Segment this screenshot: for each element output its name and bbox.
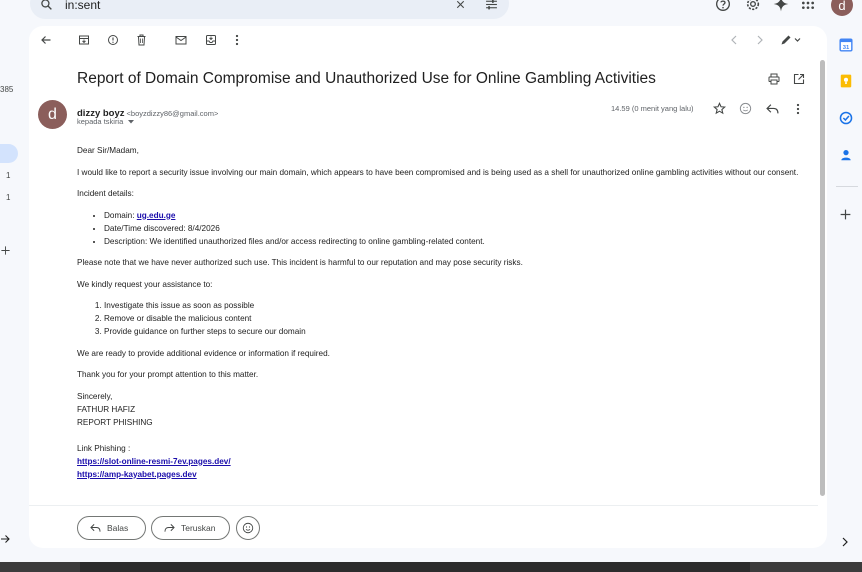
ready-paragraph: We are ready to provide additional evidence or information if required. xyxy=(77,348,330,358)
reply-button[interactable] xyxy=(77,516,146,540)
sender-email: <boyzdizzy86@gmail.com> xyxy=(126,109,219,118)
sender-avatar[interactable] xyxy=(38,100,67,129)
reply-label: Balas xyxy=(107,523,129,533)
domain-label: Domain: xyxy=(104,210,137,220)
phishing-link[interactable]: https://slot-online-resmi-7ev.pages.dev/ xyxy=(77,456,231,466)
emoji-reaction-button[interactable] xyxy=(236,516,260,540)
archive-icon[interactable] xyxy=(78,34,90,46)
nav-count-inbox: 385 xyxy=(0,85,14,94)
divider xyxy=(29,505,818,506)
apps-grid-icon[interactable] xyxy=(801,0,815,10)
account-avatar[interactable] xyxy=(831,0,853,16)
request-list xyxy=(104,299,812,338)
input-tools-icon[interactable] xyxy=(780,34,802,46)
intro-paragraph: I would like to report a security issue involving our main domain, which appears to have been compromised and is being used as a shell for unauthorized online gambling activities without our consent. xyxy=(77,167,799,177)
move-to-icon[interactable] xyxy=(205,34,217,46)
newer-arrow-icon[interactable] xyxy=(729,34,739,46)
list-item: 3. Provide guidance on further steps to secure our domain xyxy=(104,325,812,338)
sender-avatar-letter: d xyxy=(48,105,57,123)
sender-name[interactable]: dizzy boyz xyxy=(77,108,125,119)
email-toolbar xyxy=(29,26,827,56)
nav-item-sent[interactable] xyxy=(0,144,18,163)
mark-unread-icon[interactable] xyxy=(175,34,187,46)
add-reaction-icon[interactable] xyxy=(739,102,752,115)
domain-link[interactable]: ug.edu.ge xyxy=(136,210,176,220)
clear-search-icon[interactable] xyxy=(455,0,466,10)
settings-icon[interactable] xyxy=(745,0,761,12)
gemini-icon[interactable] xyxy=(773,0,789,12)
forward-label: Teruskan xyxy=(181,523,216,533)
back-arrow-icon[interactable] xyxy=(40,34,52,46)
email-timestamp: 14.59 (0 menit yang lalu) xyxy=(611,104,694,113)
email-view xyxy=(29,26,827,548)
expand-arrow-icon[interactable] xyxy=(0,533,10,545)
svg-text:31: 31 xyxy=(842,45,850,52)
nav-count: 1 xyxy=(6,193,11,202)
forward-button[interactable] xyxy=(151,516,230,540)
side-divider xyxy=(836,186,858,187)
report-spam-icon[interactable] xyxy=(107,34,119,46)
reply-icon xyxy=(90,523,101,533)
account-avatar-letter: d xyxy=(838,0,846,13)
delete-icon[interactable] xyxy=(136,34,147,46)
list-item: • Date/Time discovered: 8/4/2026 xyxy=(104,222,812,235)
forward-icon xyxy=(164,523,175,533)
note-paragraph: Please note that we have never authorized such use. This incident is harmful to our reputation and may pose security risks. xyxy=(77,258,523,267)
link-label: Link Phishing : xyxy=(77,443,131,453)
scrollbar-thumb[interactable] xyxy=(820,60,825,496)
search-options-icon[interactable] xyxy=(485,0,498,10)
calendar-icon[interactable] xyxy=(839,38,853,52)
help-icon[interactable] xyxy=(715,0,731,12)
recipient-dropdown[interactable] xyxy=(77,117,134,126)
recipient-label: kepada tskiria xyxy=(77,117,124,126)
add-icon[interactable] xyxy=(839,208,852,221)
signature-title: REPORT PHISHING xyxy=(77,417,153,427)
nav-count: 1 xyxy=(6,171,11,180)
search-icon[interactable] xyxy=(40,0,53,11)
caret-down-icon[interactable] xyxy=(128,120,134,124)
keep-icon[interactable] xyxy=(839,74,853,88)
reply-icon[interactable] xyxy=(766,103,779,115)
search-input[interactable]: in:sent xyxy=(65,0,101,12)
signature-name: FATHUR HAFIZ xyxy=(77,404,136,414)
incident-list xyxy=(104,209,812,248)
search-bar[interactable] xyxy=(30,0,509,19)
email-body xyxy=(77,144,812,481)
request-heading: We kindly request your assistance to: xyxy=(77,279,213,289)
more-vert-icon[interactable] xyxy=(795,103,801,115)
taskbar xyxy=(0,562,862,572)
more-vert-icon[interactable] xyxy=(234,34,240,46)
contacts-icon[interactable] xyxy=(839,148,853,162)
thanks-paragraph: Thank you for your prompt attention to this matter. xyxy=(77,370,259,379)
open-new-window-icon[interactable] xyxy=(793,73,805,85)
emoji-icon xyxy=(242,522,254,534)
print-icon[interactable] xyxy=(768,73,780,85)
older-arrow-icon[interactable] xyxy=(755,34,765,46)
closing: Sincerely, xyxy=(77,391,113,401)
tasks-icon[interactable] xyxy=(839,111,853,125)
phishing-link[interactable]: https://amp-kayabet.pages.dev xyxy=(77,469,197,479)
list-item: • Description: We identified unauthorized files and/or access redirecting to online gambling-related content. xyxy=(104,235,812,248)
list-item: 1. Investigate this issue as soon as possible xyxy=(104,299,812,312)
add-label-icon[interactable] xyxy=(0,245,11,256)
incident-heading: Incident details: xyxy=(77,189,134,198)
greeting: Dear Sir/Madam, xyxy=(77,146,139,155)
email-subject: Report of Domain Compromise and Unauthorized Use for Online Gambling Activities xyxy=(77,70,656,87)
list-item: 2. Remove or disable the malicious content xyxy=(104,312,812,325)
star-icon[interactable] xyxy=(713,102,726,115)
expand-panel-icon[interactable] xyxy=(841,536,849,548)
list-item xyxy=(104,209,812,222)
side-panel xyxy=(832,26,862,548)
